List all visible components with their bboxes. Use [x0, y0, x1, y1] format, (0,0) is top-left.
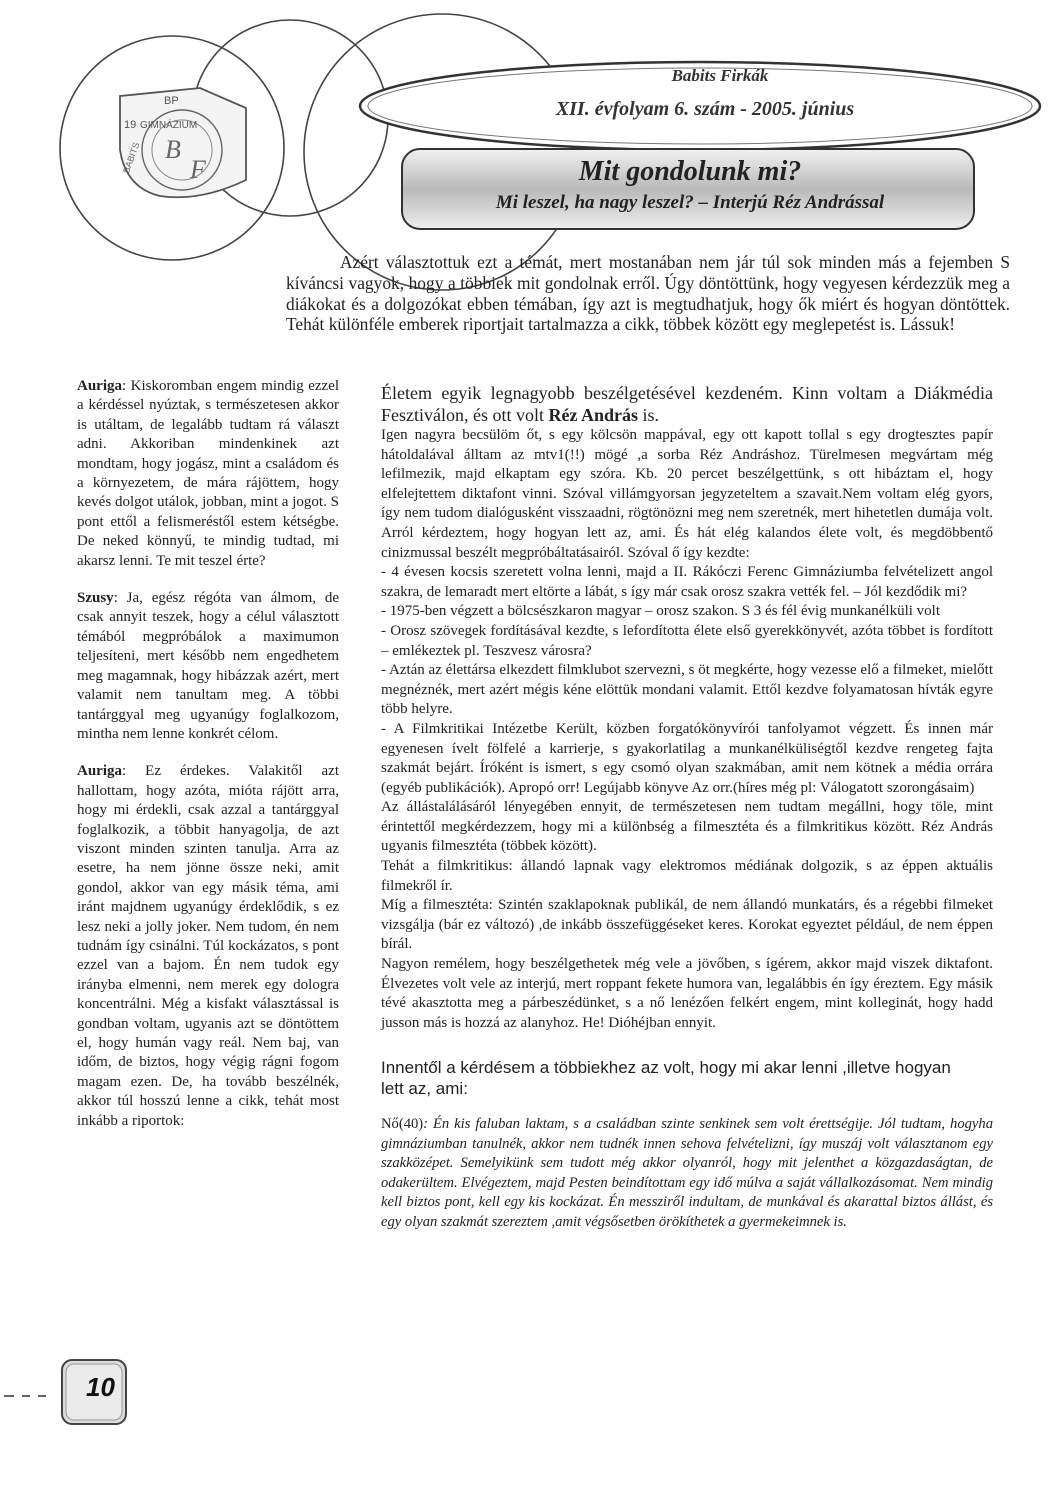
page-number: 10	[86, 1372, 115, 1402]
interview-paragraph: - Orosz szövegek fordításával kezdte, s lefordította élete első gyerekkönyvét, azóta többet is fordított – emlékeztek pl. Teszvesz városra?	[381, 622, 993, 659]
interview-paragraph: - 1975-ben végzett a bölcsészkaron magyar – orosz szakon. S 3 és fél évig munkanélküli volt	[381, 603, 941, 620]
interview-paragraph: Nagyon remélem, hogy beszélgethetek még vele a jövőben, s ígérem, akkor majd viszek diktafont. Élvezetes volt vele az interjú, mert roppant fekete humora van, legalábbis én így éreztem. Egy másik tévé akasztotta meg a párbeszédünket, s a nő lenézően felkért engem, mint kolleginát, hogy hadd jusson más is hozzá az alanyhoz. He! Dióhéjban ennyit.	[381, 956, 993, 1031]
intro-paragraph	[286, 252, 1010, 335]
respondent-label: Nő(40)	[381, 1116, 424, 1133]
answer-text: : Én kis faluban laktam, s a családban szinte senkinek sem volt érettségije. Jól tudtam, hogyha gimnáziumban tanulnék, akkor nem tudnék innen sehova felvételizni, így muszáj volt választanom egy szakközépet. Semelyikünk sem tudott még akkor olyanról, hogy mit jelenthet a közgazdaságtan, de odakerültem. Elvégeztem, majd Pesten beindítottam egy idő múlva a saját vállalkozásomat. Nem mindig kell biztos pont, kell egy kis kockázat. Én messziről indultam, de munkával és akarattal biztos állást, és egy olyan szakmát szereztem ,amit végsősetben örökíthetek a gyermekeimnek is.	[381, 1116, 993, 1230]
interview-paragraph: - A Filmkritikai Intézetbe Került, közben forgatókönyvírói tanfolyamot végzett. És innen már egyenesen ívelt fölfelé a karrierje, s gyakorlatilag a munkanélküliségtől kezdve rengeteg fajta szakmát bejárt. Íróként is ismert, s egy csomó olyan szakmában, amit nem kötnek a média orrára (egyéb publikációk). Apropó orr! Legújabb könyve Az orr.(híres még pl: Válogatott szorongásaim)	[381, 720, 993, 796]
interview-lead: Életem egyik legnagyobb beszélgetésével kezdeném. Kinn voltam a Diákmédia Fesztiválon, és ott volt Réz András is.	[381, 383, 993, 425]
question-text: Innentől a kérdésem a többiekhez az volt, hogy mi akar lenni ,illetve hogyan lett az, ami:	[381, 1058, 951, 1099]
speaker-name: Szusy	[77, 590, 114, 607]
article-title: Mit gondolunk mi?	[578, 156, 802, 187]
crest-side-text: BABITS	[121, 140, 142, 175]
interview-paragraph: - Aztán az élettársa elkezdett filmklubot szervezni, s öt megkérte, hogy vezesse elő a filmeket, mielőtt megnéznék, mert azért mégis kéne elöttük mondani valamit. Ettől kezdve folyamatosan hívták egyre több helyre.	[381, 662, 993, 718]
answer-paragraph	[381, 1115, 993, 1232]
interviewee-name: Réz András	[548, 405, 638, 425]
dialogue-item	[77, 377, 339, 571]
page-number-box	[0, 1350, 140, 1430]
interview-paragraph: Míg a filmesztéta: Szintén szaklapoknak publikál, de nem állandó munkatárs, és a régebbi filmeket vizsgálja (bár ez változó) ,de inkább összefüggéseket keres. Korokat egyeztet például, de nem éppen bírál.	[381, 897, 993, 953]
interview-paragraph: Igen nagyra becsülöm őt, s egy kölcsön mappával, egy ott kapott tollal s egy drogtesztes papír hátoldalával álltam az mtv1(!!) mögé ,a sorba Réz Andráshoz. Türelmesen megvártam még lefilmezik, majd elkaptam egy szóra. Kb. 20 percet beszélgettünk, s ott hibáztam el, hogy elfelejtettem diktafont vinni. Szóval villámgyorsan jegyzeteltem a szavait.Nem voltam elég gyors, így nem tudom dialógusként visszaadni, rögtönözni meg nem szeretnék, mert hihetetlen dumája volt. Arról kérdeztem, hogy hogyan lett az, ami. És hát elég kalandos élete volt, és megdöbbentő cinizmussal beszélt megpróbáltatásairól. Szóval ő így kezdte:	[381, 427, 993, 561]
dialogue-text: : Ja, egész régóta van álmom, de csak annyit teszek, hogy a célul választott témából megpróbálok a maximumon teljesíteni, mert később nem engedhetem meg magamnak, hogy hibázzak azért, mert valamit nem tanultam meg. A többi tantárggyal meg ugyanúgy foglalkozom, mintha nem lenne konkrét célom.	[77, 590, 339, 742]
interview-paragraph: Tehát a filmkritikus: állandó lapnak vagy elektromos médiának dolgozik, s az éppen aktuális filmekről ír.	[381, 858, 993, 894]
crest-ring-text: GIMNÁZIUM	[140, 120, 198, 131]
speaker-name: Auriga	[77, 763, 122, 780]
crest-top-text: BP	[164, 95, 179, 107]
article-subtitle: Mi leszel, ha nagy leszel? – Interjú Réz Andrással	[495, 192, 885, 213]
speaker-name: Auriga	[77, 378, 122, 394]
dialogue-item	[77, 762, 339, 1131]
dialogue-item	[77, 589, 339, 744]
intro-text: Azért választottuk ezt a témát, mert mostanában nem jár túl sok minden más a fejemben S kíváncsi vagyok, hogy a többiek mit gondolnak erről. Úgy döntöttünk, hogy vegyesen kérdezzük meg a diákokat és a dolgozókat ebben témában, így azt is megtudhatjuk, hogy ők miért és hogyan döntöttek. Tehát különféle emberek riportjait tartalmazza a cikk, többek között egy meglepetést is. Lássuk!	[286, 252, 1010, 335]
dialogue-text: : Kiskoromban engem mindig ezzel a kérdéssel nyúztak, s természetesen akkor is utáltam, de legalább tudtam rá választ adni. Akkoriban mindenkinek azt mondtam, hogy jogász, mint a családom és a környezetem, de mára rájöttem, hogy kevés dolgot utálok, jobban, mint a jogot. S pont ettől a felismeréstől estem kétségbe. De neked könnyű, te mindig tudtad, mi akarsz lenni. Te mit teszel érte?	[77, 378, 339, 569]
publication-name: Babits Firkák	[671, 66, 769, 85]
crest-letter-f: F	[190, 155, 206, 184]
interview-column	[381, 382, 993, 1232]
crest-letter-b: B	[165, 135, 181, 164]
school-crest	[120, 88, 246, 197]
interview-paragraph: Az állástalálásáról lényegében ennyit, de természetesen nem tudtam megállni, hogy töle, mint érintettől megkérdezzem, hogy mi a különbség a filmesztéta és a filmkritikus között. Réz András ugyanis filmesztéta (többek között).	[381, 799, 993, 855]
dialogue-column	[77, 377, 339, 1149]
interview-paragraph: - 4 évesen kocsis szeretett volna lenni, majd a II. Rákóczi Ferenc Gimnáziumba felvételizett angol szakra, de lemaradt mert eltörte a lábát, s így már csak orosz szakra vették fel. – Jól kezdődik mi?	[381, 564, 993, 600]
crest-number: 19	[124, 119, 137, 131]
dialogue-text: : Ez érdekes. Valakitől azt hallottam, hogy azóta, mióta rájött arra, hogy mi érdekli, csak azzal a tantárggyal foglalkozik, a többit hanyagolja, de azt viszont minden szinten tanulja. Arra az esetre, ha nem jönne össze neki, amit gondol, akkor van egy másik téma, ami iránt majdnem ugyanúgy érdeklődik, s ez lesz neki a jolly joker. Nem tudom, én nem tudnám így csinálni. Túl kockázatos, s pont ezzel van a bajom. Én nem tudok egy irányba elmenni, nem merek egy dologra koncentrálni. Még a kisfakt választással is gondban voltam, ugyanis azt se döntöttem el, hogy humán vagy reál. Nem baj, van időm, de biztos, hogy végig rágni fogom magam ezen. De, ha tovább beszélnék, akkor túl hosszú lenne a cikk, tehát most inkább a riportok:	[77, 763, 339, 1129]
issue-info: XII. évfolyam 6. szám - 2005. június	[555, 98, 855, 120]
